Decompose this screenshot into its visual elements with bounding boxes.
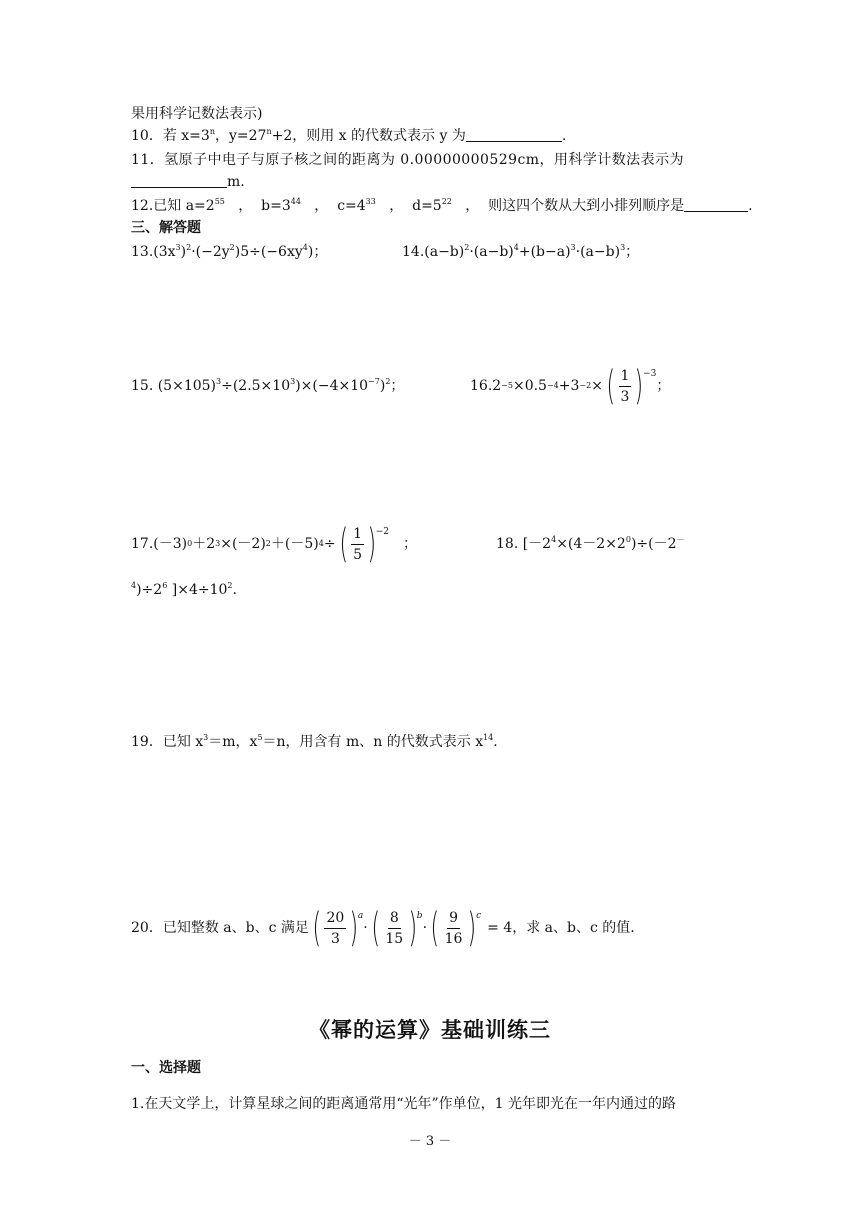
- question-11: 11．氢原子中电子与原子核之间的距离为 0.00000000529cm，用科学计数法表示为: [131, 152, 684, 168]
- question-10: 10．若 $x=3^n$，$y=27^n+2$，则用 x 的代数式表示 y 为 .: [131, 127, 567, 144]
- page-number: － 3 －: [408, 1134, 452, 1149]
- question-16: 16.2 −5 ×0.5 −4 +3 −2 × ( $\frac{1}{3}$ ) −3 ；: [470, 363, 671, 409]
- fraction-one-fifth: ( $\frac{1}{5}$ ) −2: [339, 521, 389, 567]
- question-14: $14.(a-b)^2\cdot(a-b)^4+(b-a)^3\cdot(a-b)^3$；: [402, 243, 640, 260]
- fraction-9-over-16: ( $\frac{9}{16}$ ) c: [430, 905, 482, 951]
- fraction-one-third: ( $\frac{1}{3}$ ) −3: [606, 363, 657, 409]
- fraction-20-over-3: ( $\frac{20}{3}$ ) a: [312, 905, 364, 951]
- question-12: 12.已知 $a=2^{55}$ ， $b=3^{44}$ ， $c=4^{33}$ ， $d=5^{22}$ ， 则这四个数从大到小排列顺序是 .: [131, 197, 753, 214]
- question-19: 19．已知 $x^3=m$，$x^5=n$，用含有 m、n 的代数式表示 $x^{14}$.: [131, 733, 498, 750]
- question-11-cont: m.: [131, 172, 245, 192]
- question-15: 15. $(5\times 105)^3\div(2.5\times 10^3)\times(-4\times 10^{-7})^2$；: [131, 377, 405, 394]
- section-heading-3: 三、解答题: [131, 220, 201, 236]
- question-18-cont: $^4)\div 2^6$ ]$\times 4\div 10^2$.: [131, 581, 237, 598]
- fraction-8-over-15: ( $\frac{8}{15}$ ) b: [371, 905, 423, 951]
- question-20: 20．已知整数 a、b、c 满足 ( $\frac{20}{3}$ ) a · ( $\frac{8}{15}$ ) b · ( $\frac{9}{16}$ ) c = 4 ，求 a、b、c 的值.: [131, 905, 635, 951]
- question-18: 18. [$-2^4\times(4-2\times 2^0)\div(-2^-$: [496, 535, 685, 552]
- question-1: 1.在天文学上，计算星球之间的距离通常用“光年”作单位，1 光年即光在一年内通过的路: [131, 1096, 677, 1112]
- answer-blank: [466, 127, 562, 142]
- question-13: $13.(3x^3)^2\cdot(-2y^2)5\div(-6xy^4)$；: [131, 243, 328, 260]
- question-17: 17.(－3) 0 ＋2 3 ×(－2) 2 ＋(－5) 4 ÷ ( $\frac{1}{5}$ ) −2 ；: [131, 521, 417, 567]
- answer-blank: [131, 173, 227, 188]
- section-title: 《幂的运算》基础训练三: [309, 1018, 551, 1042]
- answer-blank: [684, 197, 748, 212]
- text-line-continuation: 果用科学记数法表示): [131, 106, 263, 122]
- section-heading-1: 一、选择题: [131, 1060, 201, 1076]
